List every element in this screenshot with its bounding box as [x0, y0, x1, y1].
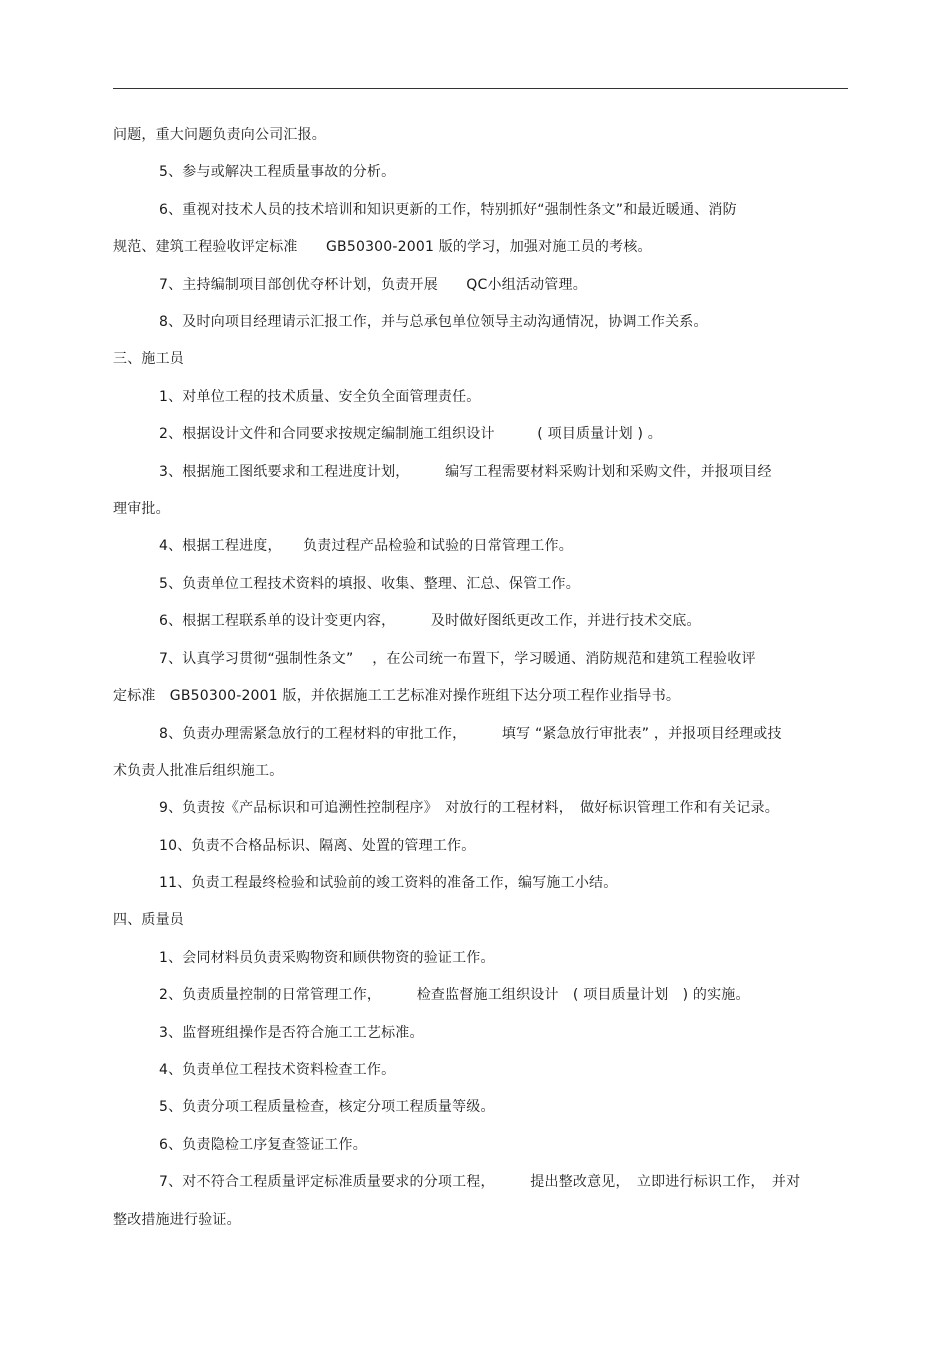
text-line: 6、重视对技术人员的技术培训和知识更新的工作，特别抓好“强制性条文”和最近暖通、消防 — [159, 202, 737, 218]
text-line: 7、认真学习贯彻“强制性条文” ，在公司统一布置下，学习暖通、消防规范和建筑工程验收评 — [159, 651, 756, 667]
section-heading: 三、施工员 — [113, 351, 184, 367]
text-line: 定标准 GB50300-2001 版，并依据施工工艺标准对操作班组下达分项工程作业指导书。 — [113, 688, 681, 704]
text-line: 4、根据工程进度， 负责过程产品检验和试验的日常管理工作。 — [159, 538, 573, 554]
text-line: 7、对不符合工程质量评定标准质量要求的分项工程， 提出整改意见， 立即进行标识工作， 并对 — [159, 1174, 801, 1190]
text-line: 8、及时向项目经理请示汇报工作，并与总承包单位领导主动沟通情况，协调工作关系。 — [159, 314, 708, 330]
text-line: 1、会同材料员负责采购物资和顾供物资的验证工作。 — [159, 950, 495, 966]
section-heading: 四、质量员 — [113, 912, 184, 928]
text-line: 5、负责单位工程技术资料的填报、收集、整理、汇总、保管工作。 — [159, 576, 580, 592]
text-line: 7、主持编制项目部创优夺杯计划，负责开展 QC小组活动管理。 — [159, 277, 587, 293]
text-line: 问题，重大问题负责向公司汇报。 — [113, 127, 326, 143]
text-line: 2、负责质量控制的日常管理工作， 检查监督施工组织设计 ( 项目质量计划 ) 的实施。 — [159, 987, 750, 1003]
text-line: 整改措施进行验证。 — [113, 1212, 241, 1228]
text-line: 理审批。 — [113, 501, 170, 517]
text-line: 4、负责单位工程技术资料检查工作。 — [159, 1062, 396, 1078]
header-rule — [113, 88, 848, 89]
text-line: 11、负责工程最终检验和试验前的竣工资料的准备工作，编写施工小结。 — [159, 875, 618, 891]
text-line: 6、负责隐检工序复查签证工作。 — [159, 1137, 367, 1153]
text-line: 术负责人批准后组织施工。 — [113, 763, 284, 779]
text-line: 5、负责分项工程质量检查，核定分项工程质量等级。 — [159, 1099, 495, 1115]
text-line: 3、监督班组操作是否符合施工工艺标准。 — [159, 1025, 424, 1041]
text-line: 8、负责办理需紧急放行的工程材料的审批工作， 填写 “紧急放行审批表” ，并报项目经理或技 — [159, 726, 782, 742]
text-line: 2、根据设计文件和合同要求按规定编制施工组织设计 ( 项目质量计划 ) 。 — [159, 426, 662, 442]
text-line: 5、参与或解决工程质量事故的分析。 — [159, 164, 396, 180]
text-line: 3、根据施工图纸要求和工程进度计划， 编写工程需要材料采购计划和采购文件，并报项目经 — [159, 464, 772, 480]
text-line: 10、负责不合格品标识、隔离、处置的管理工作。 — [159, 838, 476, 854]
text-line: 9、负责按《产品标识和可追溯性控制程序》 对放行的工程材料， 做好标识管理工作和有关记录。 — [159, 800, 779, 816]
text-line: 规范、建筑工程验收评定标准 GB50300-2001 版的学习，加强对施工员的考核。 — [113, 239, 652, 255]
text-line: 6、根据工程联系单的设计变更内容， 及时做好图纸更改工作，并进行技术交底。 — [159, 613, 701, 629]
text-line: 1、对单位工程的技术质量、安全负全面管理责任。 — [159, 389, 481, 405]
